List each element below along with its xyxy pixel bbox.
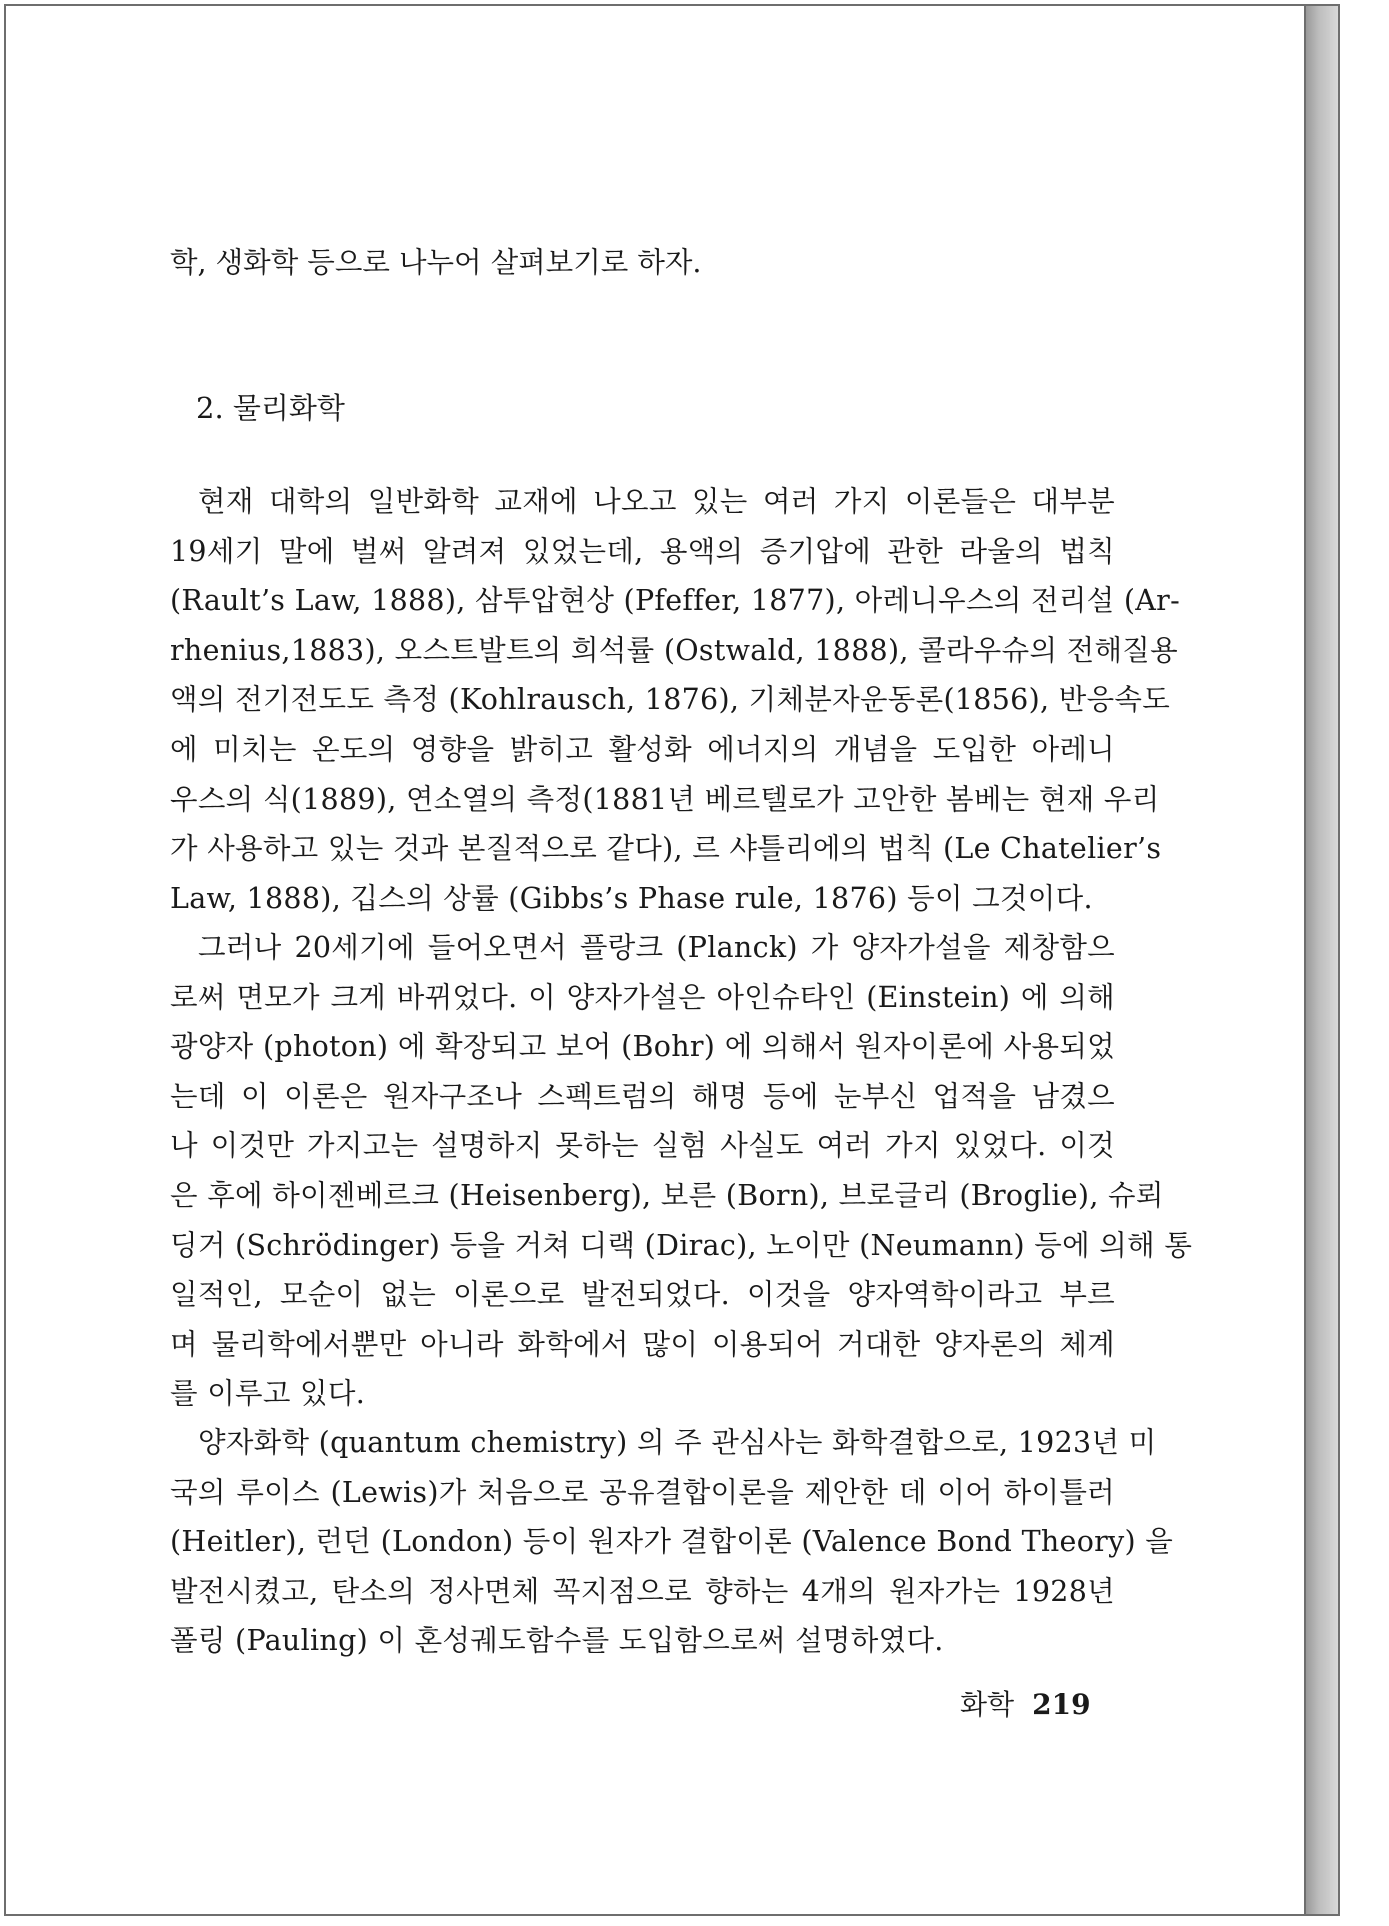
text-line: 며 물리학에서뿐만 아니라 화학에서 많이 이용되어 거대한 양자론의 체계	[170, 1327, 1115, 1361]
text-line: 가 사용하고 있는 것과 본질적으로 같다), 르 샤틀리에의 법칙 (Le Chatelier’s	[170, 832, 1162, 866]
text-line: 로써 면모가 크게 바뀌었다. 이 양자가설은 아인슈타인 (Einstein) 에 의해	[170, 980, 1115, 1014]
page-edge-shadow	[1306, 4, 1340, 1916]
text-line: 에 미치는 온도의 영향을 밝히고 활성화 에너지의 개념을 도입한 아레니	[170, 732, 1115, 766]
text-line: (Rault’s Law, 1888), 삼투압현상 (Pfeffer, 1877), 아레니우스의 전리설 (Ar-	[170, 584, 1181, 618]
text-line: 현재 대학의 일반화학 교재에 나오고 있는 여러 가지 이론들은 대부분	[198, 485, 1115, 518]
text-line: 양자화학 (quantum chemistry) 의 주 관심사는 화학결합으로, 1923년 미	[198, 1426, 1157, 1459]
page-footer	[960, 1685, 1091, 1725]
text-line: 19세기 말에 벌써 알려져 있었는데, 용액의 증기압에 관한 라울의 법칙	[170, 534, 1115, 568]
text-line: 는데 이 이론은 원자구조나 스펙트럼의 해명 등에 눈부신 업적을 남겼으	[170, 1079, 1115, 1113]
page-number: 219	[1032, 1688, 1091, 1721]
text-line: 나 이것만 가지고는 설명하지 못하는 실험 사실도 여러 가지 있었다. 이것	[170, 1129, 1115, 1163]
text-line: 액의 전기전도도 측정 (Kohlrausch, 1876), 기체분자운동론(1856), 반응속도	[170, 683, 1171, 717]
text-line: 우스의 식(1889), 연소열의 측정(1881년 베르텔로가 고안한 봄베는 현재 우리	[170, 782, 1160, 816]
paragraph-2	[170, 923, 1193, 1419]
text-line: 은 후에 하이젠베르크 (Heisenberg), 보른 (Born), 브로글리 (Broglie), 슈뢰	[170, 1178, 1164, 1212]
continued-line: 학, 생화학 등으로 나누어 살펴보기로 하자.	[170, 246, 702, 279]
text-line: rhenius,1883), 오스트발트의 희석률 (Ostwald, 1888), 콜라우슈의 전해질용	[170, 633, 1178, 667]
text-line: 딩거 (Schrödinger) 등을 거쳐 디랙 (Dirac), 노이만 (Neumann) 등에 의해 통	[170, 1228, 1193, 1262]
text-line: 광양자 (photon) 에 확장되고 보어 (Bohr) 에 의해서 원자이론에 사용되었	[170, 1030, 1115, 1064]
text-line: 그러나 20세기에 들어오면서 플랑크 (Planck) 가 양자가설을 제창함으	[198, 931, 1115, 964]
paragraph-3	[170, 1418, 1174, 1666]
text-line: 를 이루고 있다.	[170, 1377, 366, 1411]
text-line: Law, 1888), 깁스의 상률 (Gibbs’s Phase rule, 1876) 등이 그것이다.	[170, 881, 1093, 915]
text-line: 폴링 (Pauling) 이 혼성궤도함수를 도입함으로써 설명하였다.	[170, 1624, 944, 1658]
running-title: 화학	[960, 1688, 1015, 1721]
text-line: 일적인, 모순이 없는 이론으로 발전되었다. 이것을 양자역학이라고 부르	[170, 1278, 1115, 1312]
text-line: 발전시켰고, 탄소의 정사면체 꼭지점으로 향하는 4개의 원자가는 1928년	[170, 1574, 1115, 1608]
paragraph-1	[170, 477, 1181, 923]
section-heading: 2. 물리화학	[196, 391, 345, 425]
text-line: 국의 루이스 (Lewis)가 처음으로 공유결합이론을 제안한 데 이어 하이틀러	[170, 1475, 1115, 1509]
text-line: (Heitler), 런던 (London) 등이 원자가 결합이론 (Valence Bond Theory) 을	[170, 1525, 1174, 1559]
